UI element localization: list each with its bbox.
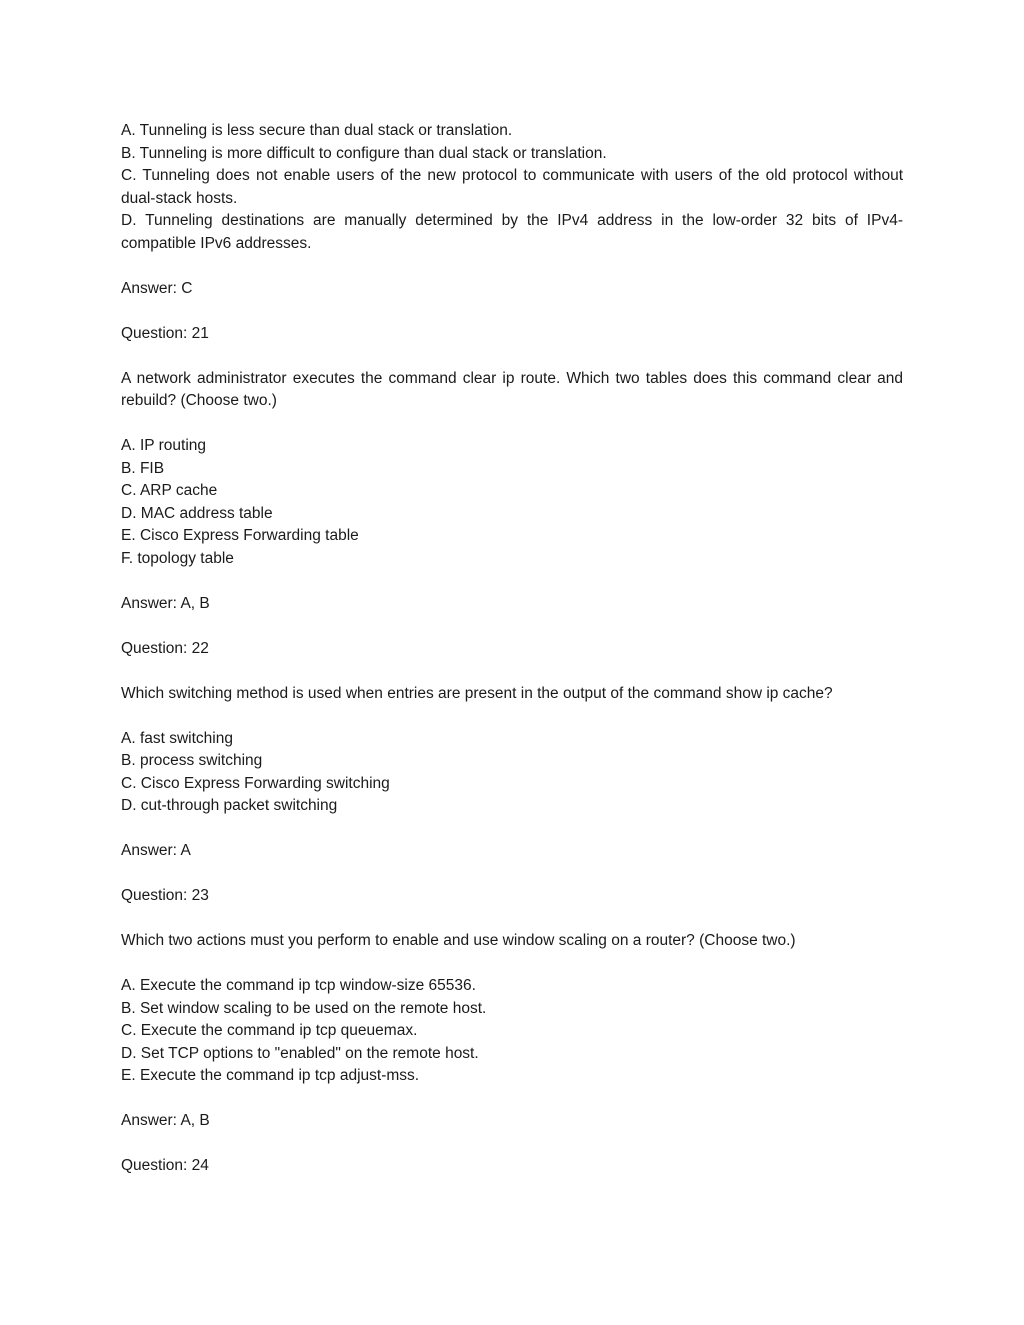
question-heading: Question: 22 [121,639,209,657]
question-21 [121,323,903,638]
document-page [121,120,903,1178]
option-d: D. Tunneling destinations are manually determined by the IPv4 address in the low-order 32 bits of IPv4-compatible IPv6 addresses. [121,212,903,252]
question-heading: Question: 21 [121,324,209,342]
option-a: A. Execute the command ip tcp window-size 65536. [121,977,476,994]
option-b: B. process switching [121,752,263,769]
option-b: B. FIB [121,459,165,477]
answer-text: Answer: A, B [121,594,210,612]
option-c: C. Tunneling does not enable users of the new protocol to communicate with users of the old protocol without dual-stack hosts. [121,167,903,207]
question-22 [121,638,903,886]
option-d: D. Set TCP options to "enabled" on the remote host. [121,1044,479,1062]
question-text: Which switching method is used when entries are present in the output of the command show ip cache? [121,684,833,702]
option-c: C. Execute the command ip tcp queuemax. [121,1022,418,1039]
option-b: B. Tunneling is more difficult to configure than dual stack or translation. [121,144,607,162]
option-a: A. fast switching [121,729,233,747]
option-c: C. ARP cache [121,482,218,499]
question-heading: Question: 23 [121,887,209,904]
question-heading: Question: 24 [121,1157,209,1174]
previous-question-options [121,120,903,255]
option-f: F. topology table [121,549,234,567]
answer-text: Answer: A [121,842,191,859]
option-a: A. Tunneling is less secure than dual stack or translation. [121,122,513,139]
option-c: C. Cisco Express Forwarding switching [121,774,390,792]
option-b: B. Set window scaling to be used on the remote host. [121,999,487,1017]
answer-text: Answer: A, B [121,1112,210,1129]
option-d: D. MAC address table [121,504,273,522]
question-text: Which two actions must you perform to enable and use window scaling on a router? (Choose two.) [121,932,796,949]
question-text: A network administrator executes the command clear ip route. Which two tables does this command clear and rebuild? (Choose two.) [121,369,903,409]
question-24 [121,1155,903,1178]
question-23 [121,885,903,1155]
answer-text: Answer: C [121,279,193,297]
option-e: E. Cisco Express Forwarding table [121,527,359,544]
option-a: A. IP routing [121,437,207,454]
option-d: D. cut-through packet switching [121,797,338,814]
option-e: E. Execute the command ip tcp adjust-mss. [121,1067,420,1084]
